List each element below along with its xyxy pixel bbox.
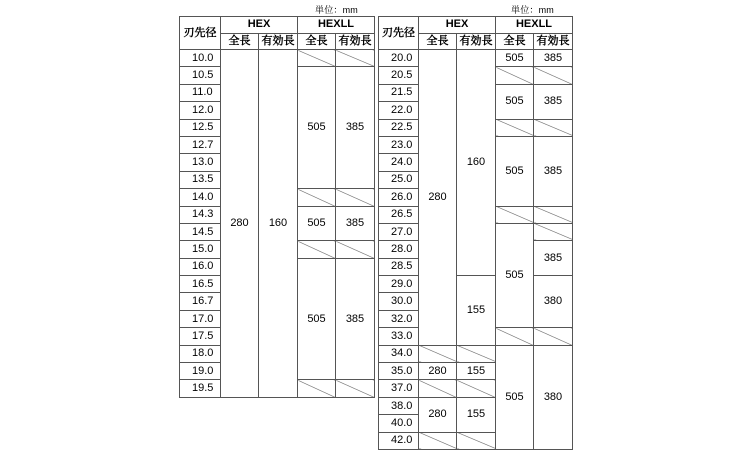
diameter-cell: 17.5	[180, 328, 221, 345]
not-available-cell	[534, 67, 573, 84]
hexll-effective-cell: 385	[534, 84, 573, 119]
hexll-overall-cell: 505	[496, 50, 534, 67]
diameter-cell: 26.0	[379, 189, 419, 206]
hexll-effective-cell: 385	[534, 241, 573, 276]
hexll-effective-cell: 385	[534, 50, 573, 67]
not-available-cell	[534, 206, 573, 223]
hexll-effective-cell: 380	[534, 345, 573, 449]
hexll-overall-cell: 505	[496, 136, 534, 206]
not-available-cell	[534, 223, 573, 240]
not-available-cell	[298, 189, 336, 206]
diameter-cell: 13.0	[180, 154, 221, 171]
diameter-cell: 15.0	[180, 241, 221, 258]
hex-overall-cell: 280	[419, 397, 457, 432]
hex-effective-cell: 160	[259, 50, 298, 398]
diameter-cell: 28.0	[379, 241, 419, 258]
header-hex-overall-length: 全長	[221, 33, 259, 50]
hexll-effective-cell: 385	[336, 206, 375, 241]
not-available-cell	[534, 119, 573, 136]
diameter-cell: 16.7	[180, 293, 221, 310]
diameter-cell: 11.0	[180, 84, 221, 101]
hex-overall-cell: 280	[221, 50, 259, 398]
not-available-cell	[336, 380, 375, 397]
not-available-cell	[419, 380, 457, 397]
header-diameter: 刃先径	[379, 17, 419, 50]
not-available-cell	[298, 241, 336, 258]
diameter-cell: 18.0	[180, 345, 221, 362]
header-hexll: HEXLL	[496, 17, 573, 34]
diameter-cell: 17.0	[180, 310, 221, 327]
hexll-overall-cell: 505	[496, 345, 534, 449]
diameter-cell: 20.5	[379, 67, 419, 84]
not-available-cell	[457, 380, 496, 397]
diameter-cell: 34.0	[379, 345, 419, 362]
spec-table-right	[378, 16, 573, 450]
not-available-cell	[457, 432, 496, 449]
diameter-cell: 13.5	[180, 171, 221, 188]
header-hexll-effective-length: 有効長	[336, 33, 375, 50]
hexll-overall-cell: 505	[298, 67, 336, 189]
not-available-cell	[457, 345, 496, 362]
diameter-cell: 12.7	[180, 136, 221, 153]
hexll-effective-cell: 380	[534, 276, 573, 328]
hexll-effective-cell: 385	[336, 258, 375, 380]
diameter-cell: 19.5	[180, 380, 221, 397]
not-available-cell	[298, 50, 336, 67]
not-available-cell	[496, 119, 534, 136]
diameter-cell: 29.0	[379, 276, 419, 293]
header-hex: HEX	[221, 17, 298, 34]
diameter-cell: 20.0	[379, 50, 419, 67]
diameter-cell: 19.0	[180, 363, 221, 380]
diameter-cell: 30.0	[379, 293, 419, 310]
hexll-overall-cell: 505	[496, 223, 534, 327]
diameter-cell: 16.0	[180, 258, 221, 275]
diameter-cell: 14.0	[180, 189, 221, 206]
not-available-cell	[298, 380, 336, 397]
hexll-overall-cell: 505	[496, 84, 534, 119]
diameter-cell: 14.5	[180, 223, 221, 240]
header-hex-effective-length: 有効長	[457, 33, 496, 50]
not-available-cell	[336, 189, 375, 206]
not-available-cell	[496, 328, 534, 345]
not-available-cell	[496, 206, 534, 223]
header-hex-overall-length: 全長	[419, 33, 457, 50]
diameter-cell: 26.5	[379, 206, 419, 223]
header-hexll-overall-length: 全長	[298, 33, 336, 50]
header-hex: HEX	[419, 17, 496, 34]
diameter-cell: 28.5	[379, 258, 419, 275]
diameter-cell: 14.3	[180, 206, 221, 223]
hex-overall-cell: 280	[419, 363, 457, 380]
header-hexll-overall-length: 全長	[496, 33, 534, 50]
diameter-cell: 37.0	[379, 380, 419, 397]
unit-label-right: 単位：mm	[511, 5, 554, 15]
header-diameter: 刃先径	[180, 17, 221, 50]
diameter-cell: 22.5	[379, 119, 419, 136]
not-available-cell	[534, 328, 573, 345]
diameter-cell: 27.0	[379, 223, 419, 240]
not-available-cell	[496, 67, 534, 84]
hexll-effective-cell: 385	[534, 136, 573, 206]
not-available-cell	[419, 345, 457, 362]
unit-label-left: 単位：mm	[315, 5, 358, 15]
hex-effective-cell: 155	[457, 363, 496, 380]
diameter-cell: 25.0	[379, 171, 419, 188]
diameter-cell: 10.0	[180, 50, 221, 67]
hex-effective-cell: 155	[457, 397, 496, 432]
spec-table-left	[179, 16, 375, 398]
diameter-cell: 16.5	[180, 276, 221, 293]
diameter-cell: 35.0	[379, 363, 419, 380]
diameter-cell: 12.0	[180, 102, 221, 119]
diameter-cell: 42.0	[379, 432, 419, 449]
hexll-overall-cell: 505	[298, 206, 336, 241]
diameter-cell: 38.0	[379, 397, 419, 414]
hex-effective-cell: 160	[457, 50, 496, 276]
diameter-cell: 33.0	[379, 328, 419, 345]
hex-effective-cell: 155	[457, 276, 496, 346]
diameter-cell: 21.5	[379, 84, 419, 101]
hexll-overall-cell: 505	[298, 258, 336, 380]
header-hex-effective-length: 有効長	[259, 33, 298, 50]
hex-overall-cell: 280	[419, 50, 457, 346]
header-hexll-effective-length: 有効長	[534, 33, 573, 50]
not-available-cell	[419, 432, 457, 449]
not-available-cell	[336, 50, 375, 67]
diameter-cell: 12.5	[180, 119, 221, 136]
diameter-cell: 24.0	[379, 154, 419, 171]
diameter-cell: 23.0	[379, 136, 419, 153]
not-available-cell	[336, 241, 375, 258]
diameter-cell: 40.0	[379, 415, 419, 432]
diameter-cell: 22.0	[379, 102, 419, 119]
hexll-effective-cell: 385	[336, 67, 375, 189]
diameter-cell: 10.5	[180, 67, 221, 84]
diameter-cell: 32.0	[379, 310, 419, 327]
header-hexll: HEXLL	[298, 17, 375, 34]
